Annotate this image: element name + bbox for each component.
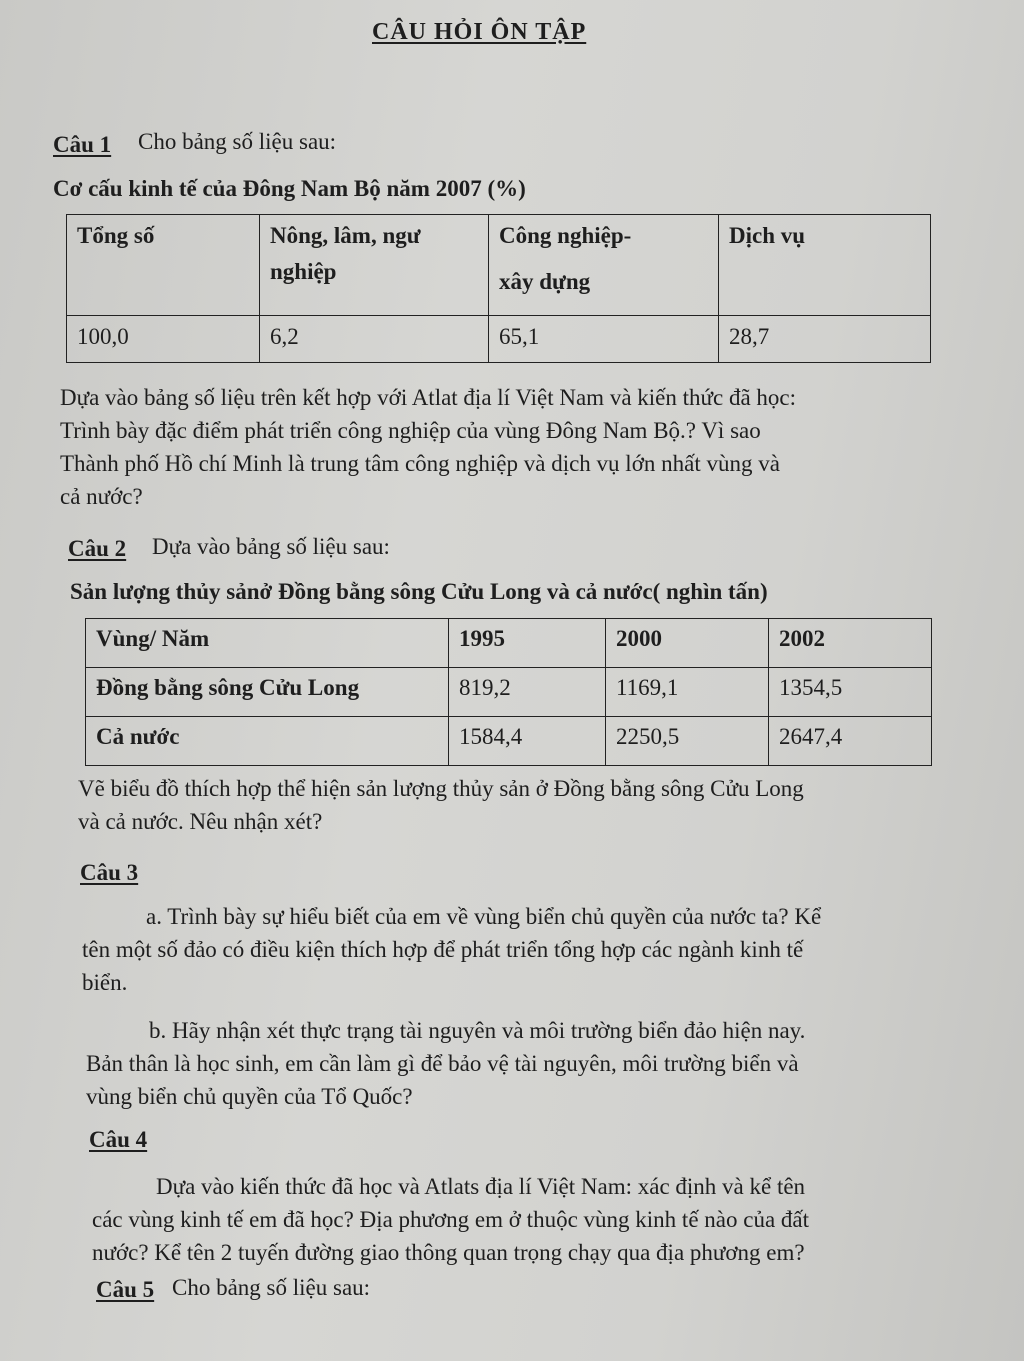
q2-value-cell: 2647,4 [769, 717, 932, 766]
q2-body [78, 772, 804, 838]
q1-intro: Cho bảng số liệu sau: [138, 129, 337, 154]
q1-text-line: Thành phố Hồ chí Minh là trung tâm công nghiệp và dịch vụ lớn nhất vùng và [60, 451, 780, 476]
q2-value-cell: 819,2 [449, 668, 606, 717]
q1-text-line: Trình bày đặc điểm phát triển công nghiệp của vùng Đông Nam Bộ.? Vì sao [60, 418, 761, 443]
q3b-text-line: vùng biển chủ quyền của Tổ Quốc? [86, 1084, 413, 1109]
q3b-text-line: b. Hãy nhận xét thực trạng tài nguyên và môi trường biển đảo hiện nay. [149, 1018, 806, 1043]
q2-header-cell: Vùng/ Năm [86, 619, 449, 668]
q2-intro: Dựa vào bảng số liệu sau: [152, 534, 390, 559]
q1-value-cell: 6,2 [260, 316, 489, 363]
q3-part-a [82, 900, 821, 999]
q2-header-cell: 2000 [606, 619, 769, 668]
q2-value-cell: 1584,4 [449, 717, 606, 766]
q3b-text-line: Bản thân là học sinh, em cần làm gì để bảo vệ tài nguyên, môi trường biển và [86, 1051, 799, 1076]
q3a-text-line: a. Trình bày sự hiểu biết của em về vùng biển chủ quyền của nước ta? Kể [146, 904, 822, 929]
q2-text-line: Vẽ biểu đồ thích hợp thể hiện sản lượng thủy sản ở Đồng bằng sông Cửu Long [78, 776, 804, 801]
q1-text-line: cả nước? [60, 484, 143, 509]
q3a-text-line: biển. [82, 970, 128, 995]
q2-header-cell: 1995 [449, 619, 606, 668]
q4-body [92, 1170, 809, 1269]
q5-intro: Cho bảng số liệu sau: [172, 1275, 371, 1300]
q4-text-line: nước? Kể tên 2 tuyến đường giao thông quan trọng chạy qua địa phương em? [92, 1240, 805, 1265]
q2-row-label: Đồng bằng sông Cửu Long [86, 668, 449, 717]
q1-table-title: Cơ cấu kinh tế của Đông Nam Bộ năm 2007 (%) [53, 176, 526, 201]
q2-label: Câu 2 [68, 536, 127, 561]
q1-label: Câu 1 [53, 132, 112, 157]
q3-label: Câu 3 [80, 860, 139, 885]
q1-value-cell: 28,7 [719, 316, 931, 363]
q3-part-b [86, 1014, 805, 1113]
q5-label: Câu 5 [96, 1277, 155, 1302]
q1-value-cell: 100,0 [67, 316, 260, 363]
q4-text-line: các vùng kinh tế em đã học? Địa phương em ở thuộc vùng kinh tế nào của đất [92, 1207, 809, 1232]
page-title: CÂU HỎI ÔN TẬP [372, 19, 587, 45]
q1-header-cell: Tổng số [67, 215, 260, 316]
q2-value-cell: 1354,5 [769, 668, 932, 717]
q3a-text-line: tên một số đảo có điều kiện thích hợp để phát triển tổng hợp các ngành kinh tế [82, 937, 804, 962]
q2-header-cell: 2002 [769, 619, 932, 668]
q1-header-cell: Công nghiệp- xây dựng [489, 215, 719, 316]
q1-text-line: Dựa vào bảng số liệu trên kết hợp với Atlat địa lí Việt Nam và kiến thức đã học: [60, 385, 796, 410]
q4-text-line: Dựa vào kiến thức đã học và Atlats địa lí Việt Nam: xác định và kể tên [156, 1174, 806, 1199]
q2-table [85, 618, 932, 766]
q1-header-cell: Nông, lâm, ngư nghiệp [260, 215, 489, 316]
q2-text-line: và cả nước. Nêu nhận xét? [78, 809, 323, 834]
q2-value-cell: 2250,5 [606, 717, 769, 766]
q1-value-cell: 65,1 [489, 316, 719, 363]
q2-value-cell: 1169,1 [606, 668, 769, 717]
q1-header-cell: Dịch vụ [719, 215, 931, 316]
q2-table-title: Sản lượng thủy sảnở Đồng bằng sông Cửu Long và cả nước( nghìn tấn) [70, 579, 768, 604]
q1-body [60, 381, 796, 513]
q4-label: Câu 4 [89, 1127, 148, 1152]
q2-row-label: Cả nước [86, 717, 449, 766]
q1-table [66, 214, 931, 363]
